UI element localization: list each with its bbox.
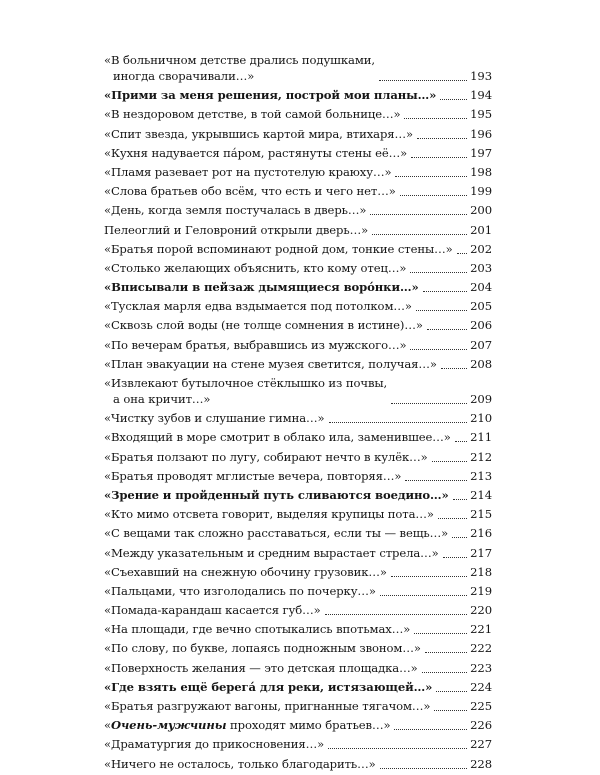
toc-entry [104,298,492,314]
toc-entry-page-number: 209 [470,392,492,406]
toc-entry [104,410,492,426]
toc-entry-title-line: «Чистку зубов и слушание гимна…» [104,411,325,426]
dot-leader [417,137,467,139]
toc-entry-page-number: 207 [470,337,492,352]
toc-entry-title-line: «Братья ползают по лугу, собирают нечто в кулёк…» [104,449,428,464]
toc-entry-title [104,260,406,276]
toc-entry-title [104,487,449,503]
toc-entry-page-number: 198 [470,164,492,179]
toc-entry-title [104,698,430,714]
toc-entry-title-line: Пелеоглий и Геловроний открыли дверь…» [104,222,369,237]
toc-entry [104,87,492,103]
toc-entry-title [104,375,387,407]
toc-entry-page-number: 219 [470,583,492,598]
toc-entry [104,279,492,295]
dot-leader [425,651,467,653]
toc-entry-page-number: 226 [470,718,492,733]
dot-leader [391,575,467,577]
toc-entry-title [104,756,376,772]
toc-entry-title-line: «По слову, по букве, лопаясь подножным звоном…» [104,641,421,656]
dot-leader [395,175,467,177]
toc-entry-page-number: 222 [470,641,492,656]
toc-entry-title [104,506,434,522]
toc-entry-title-line: «Слова братьев обо всём, что есть и чего нет…» [104,184,396,199]
toc-entry-title-line: «Где взять ещё берегá для реки, истязающей…» [104,679,433,694]
toc-entry [104,52,492,84]
toc-entry-page-number: 214 [470,487,492,502]
dot-leader [404,117,467,119]
toc-entry-title-line: «Извлекают бутылочное стёклышко из почвы, [104,376,388,390]
toc-entry-title [104,52,375,84]
toc-entry-title [104,410,325,426]
dot-leader [380,767,467,769]
toc-entry-title-line: «На площади, где вечно спотыкались впотьмах…» [104,622,411,637]
toc-entry [104,468,492,484]
toc-entry-title [104,717,390,733]
dot-leader [372,233,467,235]
toc-entry-title-line: «Съехавший на снежную обочину грузовик…» [104,564,387,579]
toc-entry [104,222,492,238]
toc-entry [104,583,492,599]
toc-entry-page-number: 193 [470,69,492,83]
toc-entry-title [104,222,368,238]
toc-entry-title-line: «С вещами так сложно расставаться, если ты — вещь…» [104,526,449,541]
toc-entry-title-line: «Кто мимо отсвета говорит, выделяя крупицы пота…» [104,507,434,522]
toc-entry-title-line: «Ничего не осталось, только благодарить…» [104,756,376,771]
toc-entry-title [104,583,376,599]
toc-entry-page-number: 227 [470,737,492,752]
toc-entry [104,621,492,637]
toc-entry-title-line: «Братья проводят мглистые вечера, повторяя…» [104,468,402,483]
toc-entry-page-number: 221 [470,622,492,637]
toc-entry-title-line: «Входящий в море смотрит в облако ила, заменившее…» [104,430,451,445]
toc-entry [104,698,492,714]
toc-entry-title-line: «По вечерам братья, выбравшись из мужского…» [104,337,407,352]
dot-leader [427,328,467,330]
toc-entry-page-number: 213 [470,468,492,483]
dot-leader [405,479,467,481]
dot-leader [416,309,467,311]
toc-entry-page-number: 220 [470,603,492,618]
toc-entry [104,202,492,218]
toc-entry-title-line: «Помада-карандаш касается губ…» [104,603,321,618]
toc-entry-title [104,183,396,199]
dot-leader [422,671,467,673]
toc-entry [104,487,492,503]
toc-entry-title [104,449,428,465]
toc-entry [104,660,492,676]
toc-entry-title [104,202,366,218]
table-of-contents [104,52,492,775]
dot-leader [457,252,467,254]
dot-leader [410,271,467,273]
toc-entry-title [104,429,451,445]
toc-entry-title-line: «Между указательным и средним вырастает стрела…» [104,545,439,560]
toc-entry-title [104,126,413,142]
toc-entry-title [104,298,412,314]
toc-entry [104,183,492,199]
toc-entry [104,145,492,161]
toc-entry-title-line: «Драматургия до прикосновения…» [104,737,325,752]
toc-entry-page-number: 218 [470,564,492,579]
toc-entry-title-line: «Пальцами, что изголодались по почерку…» [104,583,376,598]
toc-entry-page-number: 215 [470,507,492,522]
toc-entry [104,564,492,580]
toc-entry-page-number: 212 [470,449,492,464]
toc-entry [104,241,492,257]
toc-entry-title-line: «В больничном детстве дрались подушками, [104,53,375,67]
toc-entry-page-number: 201 [470,222,492,237]
toc-entry-title-line: «Тусклая марля едва вздымается под потолком…» [104,299,412,314]
toc-entry-title [104,660,418,676]
toc-entry-title [104,356,437,372]
toc-entry-title-line: «Спит звезда, укрывшись картой мира, втихаря…» [104,126,413,141]
toc-entry-title-line: «Зрение и пройденный путь сливаются воедино…» [104,487,449,502]
toc-entry [104,164,492,180]
toc-entry [104,429,492,445]
dot-leader [328,747,467,749]
dot-leader [380,594,467,596]
toc-entry-page-number: 206 [470,318,492,333]
dot-leader [394,728,467,730]
toc-entry-title-line: «В нездоровом детстве, в той самой больнице…» [104,107,401,122]
toc-entry [104,260,492,276]
toc-entry-title-line: «Вписывали в пейзаж дымящиеся ворóнки…» [104,280,419,295]
toc-entry-title-line: «Братья порой вспоминают родной дом, тонкие стены…» [104,241,453,256]
dot-leader [440,98,467,100]
toc-entry-page-number: 203 [470,260,492,275]
toc-entry-title [104,279,419,295]
toc-entry-page-number: 202 [470,241,492,256]
dot-leader [391,402,467,404]
dot-leader [370,213,467,215]
dot-leader [411,156,467,158]
toc-entry-title-line: «Очень-мужчины проходят мимо братьев…» [104,718,391,733]
toc-entry-title-line: а она кричит…» [113,392,211,406]
toc-entry-title-line: «Прими за меня решения, построй мои планы…» [104,88,437,103]
toc-entry-title [104,621,410,637]
dot-leader [434,709,467,711]
toc-entry-title [104,640,421,656]
toc-entry-title [104,87,436,103]
toc-entry-page-number: 197 [470,145,492,160]
toc-entry-title-line: «Братья разгружают вагоны, пригнанные тягачом…» [104,699,431,713]
toc-entry [104,375,492,407]
toc-entry-page-number: 196 [470,126,492,141]
toc-entry-title [104,545,439,561]
toc-entry-page-number: 210 [470,411,492,426]
dot-leader [453,498,467,500]
toc-entry-title [104,145,407,161]
toc-entry-page-number: 199 [470,184,492,199]
toc-entry-page-number: 223 [470,660,492,675]
toc-entry [104,317,492,333]
toc-entry [104,640,492,656]
toc-entry-page-number: 208 [470,356,492,371]
toc-entry-page-number: 200 [470,203,492,218]
toc-entry-title-line: иногда сворачивали…» [113,69,255,83]
toc-entry-title [104,241,453,257]
toc-entry-page-number: 205 [470,299,492,314]
toc-entry-title [104,337,406,353]
toc-entry-page-number: 216 [470,526,492,541]
toc-entry-title-line: «Столько желающих объяснить, кто кому отец…» [104,260,407,275]
dot-leader [379,79,467,81]
toc-entry [104,602,492,618]
dot-leader [410,348,467,350]
dot-leader [329,421,468,423]
toc-entry-title-line: «Кухня надувается пáром, растянуты стены её…» [104,145,408,160]
dot-leader [414,632,467,634]
toc-entry-page-number: 194 [470,88,492,103]
toc-entry-page-number: 204 [470,280,492,295]
toc-entry-title [104,106,400,122]
toc-entry-page-number: 228 [470,756,492,771]
toc-entry [104,449,492,465]
dot-leader [432,460,467,462]
toc-entry [104,756,492,772]
toc-entry-page-number: 225 [470,699,492,713]
toc-entry-title-line: «Сквозь слой воды (не толще сомнения в истине)…» [104,318,423,333]
toc-entry-title-line: «План эвакуации на стене музея светится, получая…» [104,356,437,371]
toc-entry-title-line: «Пламя разевает рот на пустотелую краюху…» [104,164,392,179]
toc-entry [104,545,492,561]
toc-entry-title-line: «Поверхность желания — это детская площадка…» [104,660,418,675]
dot-leader [455,440,467,442]
toc-entry [104,679,492,695]
dot-leader [423,290,467,292]
toc-entry-title [104,602,321,618]
toc-entry [104,356,492,372]
toc-entry-title [104,525,448,541]
dot-leader [441,367,467,369]
dot-leader [452,536,467,538]
dot-leader [438,517,467,519]
toc-entry-page-number: 211 [470,430,492,445]
dot-leader [436,690,467,692]
dot-leader [443,556,467,558]
toc-entry [104,506,492,522]
toc-entry-title [104,679,432,695]
toc-entry-title-line: «День, когда земля постучалась в дверь…» [104,203,367,218]
toc-entry-title [104,564,387,580]
dot-leader [325,613,467,615]
toc-entry-title [104,468,401,484]
toc-entry-title [104,164,391,180]
toc-entry [104,525,492,541]
dot-leader [400,194,467,196]
toc-entry [104,717,492,733]
toc-entry [104,126,492,142]
toc-entry-page-number: 195 [470,107,492,122]
toc-entry-title [104,317,423,333]
toc-entry [104,337,492,353]
toc-entry-page-number: 217 [470,545,492,560]
toc-entry [104,106,492,122]
toc-entry-page-number: 224 [470,679,492,694]
